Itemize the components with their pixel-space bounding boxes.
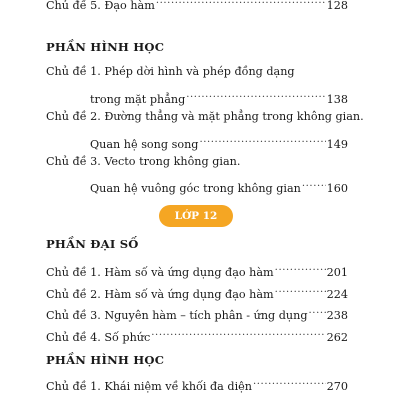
toc-entry-ds-3[interactable] <box>46 303 348 322</box>
dot-leader <box>156 0 326 9</box>
toc-entry-page: 149 <box>326 138 348 151</box>
toc-entry-hh-1-line1[interactable] <box>46 64 348 80</box>
dot-leader <box>253 374 326 390</box>
toc-entry-page: 238 <box>326 309 348 322</box>
dot-leader <box>275 260 326 276</box>
toc-entry-page: 138 <box>326 93 348 106</box>
toc-entry-title: Chủ đề 3. Nguyên hàm – tích phân - ứng dụng <box>46 309 308 322</box>
toc-entry-title-cont: trong mặt phẳng <box>90 93 186 106</box>
toc-entry-title: Chủ đề 2. Đường thẳng và mặt phẳng trong không gian. <box>46 110 364 123</box>
toc-entry-page: 201 <box>326 266 348 279</box>
toc-entry-title: Chủ đề 2. Hàm số và ứng dụng đạo hàm <box>46 288 274 301</box>
toc-entry-ds-4[interactable] <box>46 325 348 344</box>
toc-entry-title: Chủ đề 1. Khái niệm về khối đa diện <box>46 380 252 393</box>
toc-entry-ds-2[interactable] <box>46 282 348 301</box>
dot-leader <box>199 132 325 148</box>
dot-leader <box>186 87 325 103</box>
toc-entry-page: 224 <box>326 288 348 301</box>
toc-entry-title: Chủ đề 4. Số phức <box>46 331 151 344</box>
toc-entry-hh-2-line1[interactable] <box>46 109 364 125</box>
toc-entry-hh-3-line1[interactable] <box>46 154 348 170</box>
toc-entry-title: Chủ đề 1. Hàm số và ứng dụng đạo hàm <box>46 266 274 279</box>
toc-entry-hh-3-line2[interactable] <box>90 176 348 195</box>
toc-entry-title: Chủ đề 5. Đạo hàm <box>46 0 155 12</box>
toc-entry-title: Chủ đề 1. Phép dời hình và phép đồng dạng <box>46 65 295 78</box>
toc-entry-hh-2-line2[interactable] <box>90 132 348 151</box>
toc-entry-chu-de-5[interactable] <box>46 0 348 12</box>
toc-entry-page: 128 <box>326 0 348 12</box>
section-heading-dai-so: PHẦN ĐẠI SỐ <box>46 237 139 251</box>
toc-entry-page: 160 <box>326 182 348 195</box>
dot-leader <box>302 176 326 192</box>
toc-entry-page: 270 <box>326 380 348 393</box>
section-heading-hinh-hoc: PHẦN HÌNH HỌC <box>46 40 165 54</box>
toc-entry-title-cont: Quan hệ vuông góc trong không gian <box>90 182 301 195</box>
grade-badge: LỚP 12 <box>159 205 233 227</box>
toc-entry-title-cont: Quan hệ song song <box>90 138 199 151</box>
toc-entry-ds-1[interactable] <box>46 260 348 279</box>
section-heading-hinh-hoc-12: PHẦN HÌNH HỌC <box>46 353 165 367</box>
toc-entry-hh12-1[interactable] <box>46 374 348 393</box>
dot-leader <box>275 282 326 298</box>
dot-leader <box>309 303 326 319</box>
toc-entry-hh-1-line2[interactable] <box>90 87 348 106</box>
toc-entry-page: 262 <box>326 331 348 344</box>
dot-leader <box>151 325 325 341</box>
toc-entry-title: Chủ đề 3. Vecto trong không gian. <box>46 155 241 168</box>
